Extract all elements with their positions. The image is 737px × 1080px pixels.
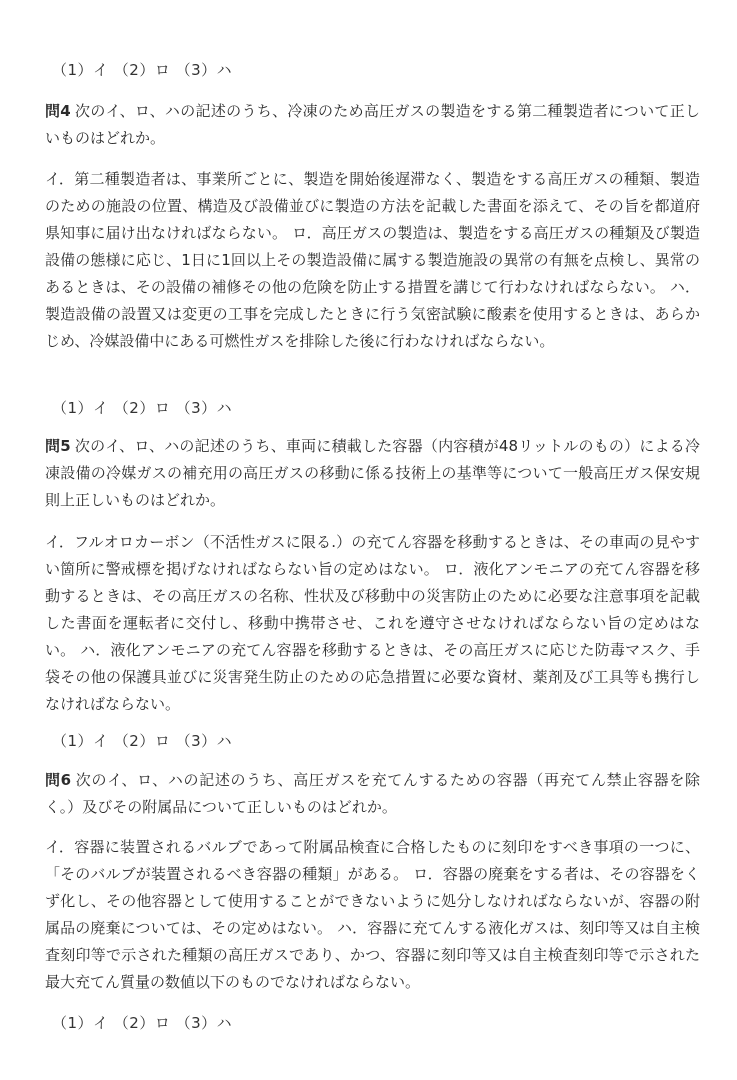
question-6	[45, 767, 700, 821]
answer-choices-q5: （1）イ （2）ロ （3）ハ	[52, 732, 233, 750]
answer-choices-q6: （1）イ （2）ロ （3）ハ	[52, 1014, 233, 1032]
question-text: 次のイ、ロ、ハの記述のうち、冷凍のため高圧ガスの製造をする第二種製造者について正しいものはどれか。	[45, 102, 700, 147]
statements-text: イ．フルオロカーボン（不活性ガスに限る.）の充てん容器を移動するときは、その車両の見やすい箇所に警戒標を掲げなければならない旨の定めはない。 ロ．液化アンモニアの充てん容器を移動するときは、その高圧ガスの名称、性状及び移動中の災害防止のために必要な注意事項を記載した書面を運転者に交付し、移動中携帯させ、これを遵守させなければならない旨の定めはない。 ハ．液化アンモニアの充てん容器を移動するときは、その高圧ガスに応じた防毒マスク、手袋その他の保護具並びに災害発生防止のための応急措置に必要な資材、薬剤及び工具等も携行しなければならない。	[45, 533, 700, 713]
statements-text: イ．第二種製造者は、事業所ごとに、製造を開始後遅滞なく、製造をする高圧ガスの種類、製造のための施設の位置、構造及び設備並びに製造の方法を記載した書面を添えて、その旨を都道府県知事に届け出なければならない。 ロ．高圧ガスの製造は、製造をする高圧ガスの種類及び製造設備の態様に応じ、1日に1回以上その製造設備に属する製造施設の異常の有無を点検し、異常のあるときは、その設備の補修その他の危険を防止する措置を講じて行わなければならない。 ハ．製造設備の設置又は変更の工事を完成したときに行う気密試験に酸素を使用するときは、あらかじめ、冷媒設備中にある可燃性ガスを排除した後に行わなければならない。	[45, 170, 700, 350]
question-5-statements	[45, 529, 700, 718]
question-4	[45, 98, 700, 152]
answer-choices-q3: （1）イ （2）ロ （3）ハ	[52, 61, 233, 79]
question-4-statements	[45, 166, 700, 355]
question-text: 次のイ、ロ、ハの記述のうち、車両に積載した容器（内容積が48リットルのもの）による冷凍設備の冷媒ガスの補充用の高圧ガスの移動に係る技術上の基準等について一般高圧ガス保安規則上正しいものはどれか。	[45, 437, 700, 509]
question-number: 問6	[45, 771, 72, 789]
question-number: 問4	[45, 102, 71, 120]
question-text: 次のイ、ロ、ハの記述のうち、高圧ガスを充てんするための容器（再充てん禁止容器を除く。）及びその附属品について正しいものはどれか。	[45, 771, 700, 816]
question-number: 問5	[45, 437, 71, 455]
answer-choices-q4: （1）イ （2）ロ （3）ハ	[52, 399, 233, 417]
question-6-statements	[45, 834, 700, 996]
question-5	[45, 433, 700, 514]
statements-text: イ．容器に装置されるバルブであって附属品検査に合格したものに刻印をすべき事項の一つに、「そのバルブが装置されるべき容器の種類」がある。 ロ．容器の廃棄をする者は、その容器をくず化し、その他容器として使用することができないように処分しなければならないが、容器の附属品の廃棄については、その定めはない。 ハ．容器に充てんする液化ガスは、刻印等又は自主検査刻印等で示された種類の高圧ガスであり、かつ、容器に刻印等又は自主検査刻印等で示された最大充てん質量の数値以下のものでなければならない。	[45, 838, 700, 991]
